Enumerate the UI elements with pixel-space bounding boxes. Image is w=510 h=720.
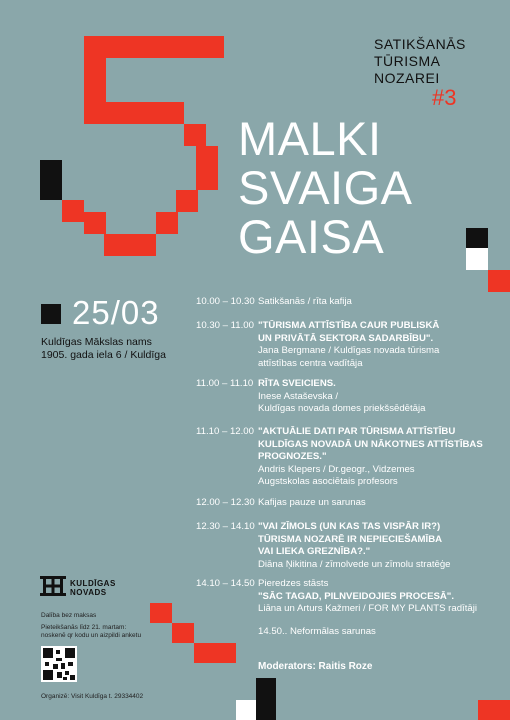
pixel-red-block <box>172 623 194 643</box>
registration-info <box>41 624 141 640</box>
desc-line: Kuldīgas novada domes priekšsēdētāja <box>258 403 426 414</box>
schedule-time: 12.00 – 12.30 <box>196 497 255 508</box>
series-line: NOZAREI <box>374 70 440 86</box>
organizer-info: Organizē: Visit Kuldīga t. 29334402 <box>41 693 144 700</box>
series-line: SATIKŠANĀS <box>374 36 466 52</box>
schedule-desc <box>258 578 501 616</box>
pixel-five-top-bar <box>84 36 224 58</box>
pixel-black-block <box>40 160 62 200</box>
desc-line: TŪRISMA NOZARĒ IR NEPIECIEŠAMĪBA <box>258 533 443 545</box>
desc-line: Andris Klepers / Dr.geogr., Vidzemes <box>258 463 415 475</box>
schedule-time: 11.00 – 11.10 <box>196 378 254 389</box>
schedule-time: 10.00 – 10.30 <box>196 296 255 307</box>
pixel-five-stem <box>84 58 106 102</box>
desc-line: UN PRIVĀTĀ SEKTORA SADARBĪBU". <box>258 332 434 344</box>
title-line: GAISA <box>238 210 385 263</box>
desc-line: Diāna Ņikitina / zīmolvede un zīmolu stratēģe <box>258 558 451 570</box>
desc-line: VAI LIEKA GREZNĪBA?." <box>258 546 371 557</box>
kuldiga-logo-icon <box>40 576 66 596</box>
logo-line: NOVADS <box>70 588 107 597</box>
pixel-red-block <box>150 603 172 623</box>
schedule-time: 11.10 – 12.00 <box>196 426 254 437</box>
desc-line: Jana Bergmane / Kuldīgas novada tūrisma <box>258 345 440 356</box>
registration-line: Pieteikšanās līdz 21. martam: <box>41 624 127 631</box>
qr-code[interactable] <box>41 646 77 682</box>
pixel-five-curve <box>156 212 178 234</box>
pixel-five-curve <box>196 146 218 190</box>
desc-line: Liāna un Arturs Kažmeri / FOR MY PLANTS radītāji <box>258 603 477 614</box>
logo-text <box>70 579 116 597</box>
desc-line: Inese Astaševska / <box>258 390 338 402</box>
schedule-desc <box>258 626 501 639</box>
kuldiga-logo <box>40 576 116 601</box>
desc-line: 14.50.. Neformālas sarunas <box>258 626 376 637</box>
event-venue <box>41 336 191 362</box>
event-date: 25/03 <box>72 294 160 331</box>
pixel-five-curve <box>84 212 106 234</box>
pixel-five-bottom <box>104 234 156 256</box>
venue-line: Kuldīgas Mākslas nams <box>41 336 152 348</box>
desc-line: Pieredzes stāsts <box>258 578 329 589</box>
pixel-five-curve <box>62 200 84 222</box>
pixel-red-block <box>478 700 510 720</box>
schedule-desc <box>258 426 501 489</box>
free-entry: Dalība bez maksas <box>41 612 97 619</box>
series-number: #3 <box>432 85 457 110</box>
pixel-black-block <box>466 228 488 248</box>
pixel-five-curve <box>176 190 198 212</box>
desc-line: "AKTUĀLIE DATI PAR TŪRISMA ATTĪSTĪBU <box>258 426 456 437</box>
desc-line: KULDĪGAS NOVADĀ UN NĀKOTNES ATTĪSTĪBAS <box>258 438 483 450</box>
pixel-white-block <box>466 248 488 270</box>
pixel-five-curve <box>184 124 206 146</box>
date-marker <box>41 304 61 324</box>
desc-line: attīstības centra vadītāja <box>258 357 363 369</box>
schedule-time: 14.10 – 14.50 <box>196 578 255 589</box>
schedule-desc <box>258 296 501 309</box>
schedule-desc <box>258 320 501 370</box>
series-line: TŪRISMA <box>374 53 441 69</box>
pixel-red-block <box>488 270 510 292</box>
schedule-time: 12.30 – 14.10 <box>196 521 255 532</box>
pixel-white-block <box>236 700 256 720</box>
schedule-desc <box>258 378 501 416</box>
logo-line: KULDĪGAS <box>70 579 116 588</box>
pixel-red-block <box>194 643 236 663</box>
desc-line: PROGNOZES." <box>258 451 327 462</box>
schedule-desc <box>258 521 501 571</box>
desc-line: "TŪRISMA ATTĪSTĪBA CAUR PUBLISKĀ <box>258 320 440 331</box>
title-line: MALKI <box>238 112 382 165</box>
schedule-desc <box>258 497 501 510</box>
pixel-black-block <box>256 678 276 720</box>
desc-line: "VAI ZĪMOLS (UN KAS TAS VISPĀR IR?) <box>258 521 441 532</box>
pixel-five-mid-bar <box>84 102 184 124</box>
schedule-time: 10.30 – 11.00 <box>196 320 254 331</box>
moderators: Moderators: Raitis Roze <box>258 661 373 672</box>
venue-line: 1905. gada iela 6 / Kuldīga <box>41 349 166 361</box>
title-line: SVAIGA <box>238 161 413 214</box>
series-heading <box>374 36 484 87</box>
poster-title <box>238 114 413 261</box>
desc-line: RĪTA SVEICIENS. <box>258 378 336 389</box>
desc-line: Kafijas pauze un sarunas <box>258 497 366 508</box>
desc-line: "SĀC TAGAD, PILNVEIDOJIES PROCESĀ". <box>258 590 455 602</box>
registration-line: noskenē qr kodu un aizpildi anketu <box>41 632 142 639</box>
desc-line: Satikšanās / rīta kafija <box>258 296 352 307</box>
desc-line: Augstskolas asociētais profesors <box>258 476 398 487</box>
